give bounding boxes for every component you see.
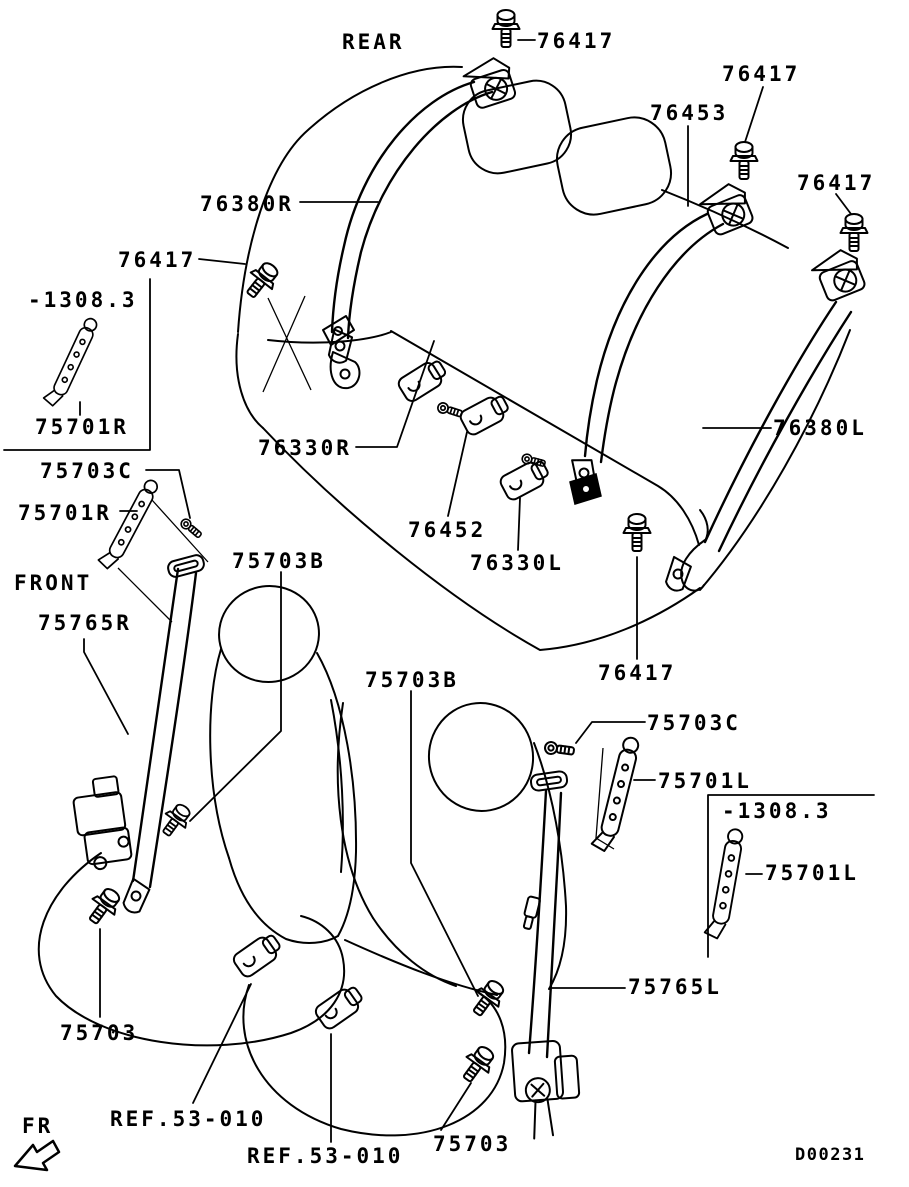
adjuster-75701L <box>591 735 641 853</box>
fr-arrow-icon <box>15 1141 59 1170</box>
callout-76417-d: 76417 <box>118 248 197 272</box>
callout-75703B-left: 75703B <box>365 668 459 692</box>
callout-76417-e: 76417 <box>598 661 677 685</box>
callout-76330R: 76330R <box>258 436 352 460</box>
callout-75765R: 75765R <box>38 611 132 635</box>
retractor-front-right <box>71 775 133 871</box>
callout-75701R-variant: 75701R <box>35 415 129 439</box>
view-label-front: FRONT <box>14 571 93 595</box>
buckle-76330R <box>396 357 450 404</box>
buckle-ref-front-right <box>231 931 284 979</box>
range-label-left: -1308.3 <box>722 799 832 823</box>
screw-75703C-left <box>544 741 574 757</box>
callout-75701R: 75701R <box>18 501 112 525</box>
bolt-75703B-front-left <box>466 976 510 1022</box>
buckle-ref-front-left <box>313 983 366 1031</box>
bolt-76417-rear-top-a <box>493 10 520 47</box>
callout-75701L-variant: 75701L <box>765 861 859 885</box>
callout-76417-b: 76417 <box>722 62 801 86</box>
callout-76417-a: 76417 <box>537 29 616 53</box>
callout-76417-c: 76417 <box>797 171 876 195</box>
callout-75703-left: 75703 <box>433 1132 512 1156</box>
screw-75703C-right <box>179 517 203 539</box>
dring-75765L <box>530 771 568 792</box>
bolt-76417-rear-top-b <box>731 142 758 179</box>
range-label-right: -1308.3 <box>28 288 138 312</box>
bolt-76417-rear-anchor-left <box>624 514 651 551</box>
bolt-75703-front-left <box>456 1042 500 1088</box>
adjuster-75701R-variant <box>42 314 99 408</box>
callout-75701L: 75701L <box>658 769 752 793</box>
callout-76330L: 76330L <box>470 551 564 575</box>
callout-75703C-right: 75703C <box>40 459 134 483</box>
callout-76380R: 76380R <box>200 192 294 216</box>
anchor-plate-rear-left <box>664 557 692 593</box>
dring-75765R <box>167 554 206 579</box>
buckle-76452 <box>458 392 512 437</box>
callout-76452: 76452 <box>408 518 487 542</box>
callout-75703B-right: 75703B <box>232 549 326 573</box>
drawing-number: D00231 <box>795 1145 866 1165</box>
fr-label: FR <box>22 1114 54 1138</box>
callout-75703-right: 75703 <box>60 1021 139 1045</box>
callout-76380L: 76380L <box>773 416 867 440</box>
view-label-rear: REAR <box>342 30 405 54</box>
callout-ref-right: REF.53-010 <box>110 1107 267 1131</box>
front-right-headrest <box>213 580 325 689</box>
callout-76453: 76453 <box>650 101 729 125</box>
bolt-76417-rear-top-c <box>841 214 868 251</box>
callout-ref-left: REF.53-010 <box>247 1144 404 1168</box>
fr-indicator <box>15 1114 59 1170</box>
anchor-plate-75765R <box>121 879 150 915</box>
front-left-headrest <box>420 695 541 819</box>
adjuster-75701L-variant <box>704 827 744 940</box>
bolt-75703-front-right <box>82 884 126 930</box>
retractor-rear-left <box>809 246 868 304</box>
callout-75765L: 75765L <box>628 975 722 999</box>
rear-headrest-left <box>457 75 576 179</box>
callout-75703C-left: 75703C <box>647 711 741 735</box>
